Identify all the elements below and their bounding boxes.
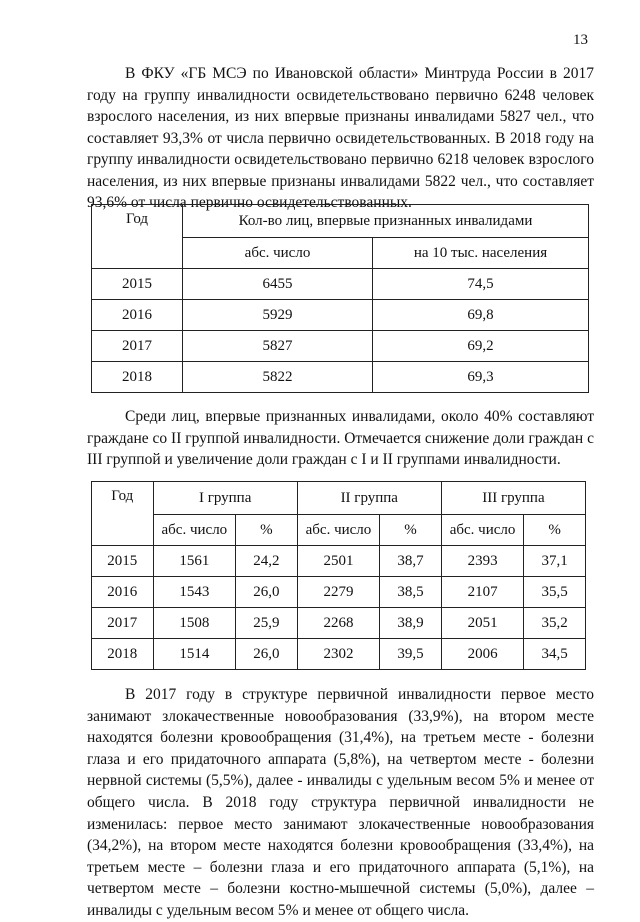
t1-cell-per10k: 69,8: [373, 300, 589, 331]
t2-cell-g3-pct: 35,2: [524, 608, 586, 639]
t1-header-group: Кол-во лиц, впервые признанных инвалидами: [183, 205, 589, 238]
t2-cell-g3-abs: 2051: [441, 608, 524, 639]
paragraph-2-text: Среди лиц, впервые признанных инвалидами, около 40% составляют граждане со II группой инвалидности. Отмечается снижение доли граждан с III группой и увеличение доли граждан с I и II группами инвалидности.: [87, 408, 594, 468]
table-row: [92, 577, 586, 608]
t1-cell-abs: 5827: [183, 331, 373, 362]
t1-header-abs: абс. число: [183, 238, 373, 269]
t2-cell-g1-abs: 1561: [153, 546, 236, 577]
t2-cell-g3-abs: 2107: [441, 577, 524, 608]
t1-cell-abs: 5822: [183, 362, 373, 393]
t2-cell-g3-abs: 2393: [441, 546, 524, 577]
paragraph-2: [87, 406, 594, 471]
t1-cell-abs: 6455: [183, 269, 373, 300]
t2-header-g1-pct: %: [236, 515, 298, 546]
t2-cell-g3-pct: 35,5: [524, 577, 586, 608]
table-primary-disability-counts: [91, 204, 589, 393]
t2-cell-g2-abs: 2268: [297, 608, 380, 639]
t1-cell-year: 2015: [92, 269, 183, 300]
t1-cell-per10k: 74,5: [373, 269, 589, 300]
t2-header-g2-pct: %: [380, 515, 442, 546]
t2-header-group-2: II группа: [297, 482, 441, 515]
t1-cell-year: 2016: [92, 300, 183, 331]
table-row: [92, 639, 586, 670]
t2-cell-year: 2016: [92, 577, 154, 608]
t1-cell-per10k: 69,2: [373, 331, 589, 362]
t2-cell-g1-pct: 25,9: [236, 608, 298, 639]
t2-cell-g2-abs: 2501: [297, 546, 380, 577]
t2-cell-year: 2015: [92, 546, 154, 577]
t2-cell-g2-pct: 38,9: [380, 608, 442, 639]
t1-header-year: Год: [92, 205, 183, 269]
table-row: [92, 300, 589, 331]
t2-cell-year: 2017: [92, 608, 154, 639]
t2-cell-g1-pct: 26,0: [236, 577, 298, 608]
t1-cell-abs: 5929: [183, 300, 373, 331]
t2-cell-g2-pct: 38,5: [380, 577, 442, 608]
t2-header-g3-abs: абс. число: [441, 515, 524, 546]
t2-header-g3-pct: %: [524, 515, 586, 546]
t2-header-group-3: III группа: [441, 482, 585, 515]
t2-cell-g3-pct: 34,5: [524, 639, 586, 670]
table-row: [92, 362, 589, 393]
t2-header-g2-abs: абс. число: [297, 515, 380, 546]
t2-cell-g2-pct: 38,7: [380, 546, 442, 577]
table-disability-groups: [91, 481, 586, 670]
t1-cell-year: 2018: [92, 362, 183, 393]
table-row: [92, 546, 586, 577]
paragraph-3-text: В 2017 году в структуре первичной инвалидности первое место занимают злокачественные новообразования (33,9%), на втором месте находятся болезни кровообращения (31,4%), на третьем месте - болезни глаза и его придаточного аппарата (5,8%), на четвертом месте - болезни нервной системы (5,5%), далее - инвалиды с удельным весом 5% и менее от общего числа. В 2018 году структура первичной инвалидности не изменилась: первое место занимают злокачественные новообразования (34,2%), на втором месте находятся болезни кровообращения (33,4%), на третьем месте – болезни глаза и его придаточного аппарата (5,1%), на четвертом месте – болезни костно-мышечной системы (5,0%), далее – инвалиды с удельным весом 5% и менее от общего числа.: [87, 686, 594, 919]
t1-header-per10k: на 10 тыс. населения: [373, 238, 589, 269]
t2-cell-g1-abs: 1514: [153, 639, 236, 670]
t2-header-year: Год: [92, 482, 154, 546]
page-number: 13: [573, 32, 588, 48]
t2-cell-g1-pct: 24,2: [236, 546, 298, 577]
t2-header-g1-abs: абс. число: [153, 515, 236, 546]
t2-cell-g2-pct: 39,5: [380, 639, 442, 670]
t2-cell-year: 2018: [92, 639, 154, 670]
t2-cell-g1-abs: 1543: [153, 577, 236, 608]
t1-cell-year: 2017: [92, 331, 183, 362]
table-row: [92, 269, 589, 300]
t2-cell-g2-abs: 2302: [297, 639, 380, 670]
t2-cell-g1-pct: 26,0: [236, 639, 298, 670]
t2-header-group-1: I группа: [153, 482, 297, 515]
table-row: [92, 331, 589, 362]
t2-cell-g1-abs: 1508: [153, 608, 236, 639]
t1-cell-per10k: 69,3: [373, 362, 589, 393]
t2-cell-g2-abs: 2279: [297, 577, 380, 608]
paragraph-3: [87, 684, 594, 922]
t2-cell-g3-abs: 2006: [441, 639, 524, 670]
t2-cell-g3-pct: 37,1: [524, 546, 586, 577]
paragraph-1-text: В ФКУ «ГБ МСЭ по Ивановской области» Минтруда России в 2017 году на группу инвалидности освидетельствовано первично 6248 человек взрослого населения, из них впервые признаны инвалидами 5827 чел., что составляет 93,3% от числа первично освидетельствованных. В 2018 году на группу инвалидности освидетельствовано первично 6218 человек взрослого населения, из них впервые признаны инвалидами 5822 чел., что составляет 93,6% от числа первично освидетельствованных.: [87, 65, 594, 211]
table-row: [92, 608, 586, 639]
paragraph-1: [87, 63, 594, 214]
